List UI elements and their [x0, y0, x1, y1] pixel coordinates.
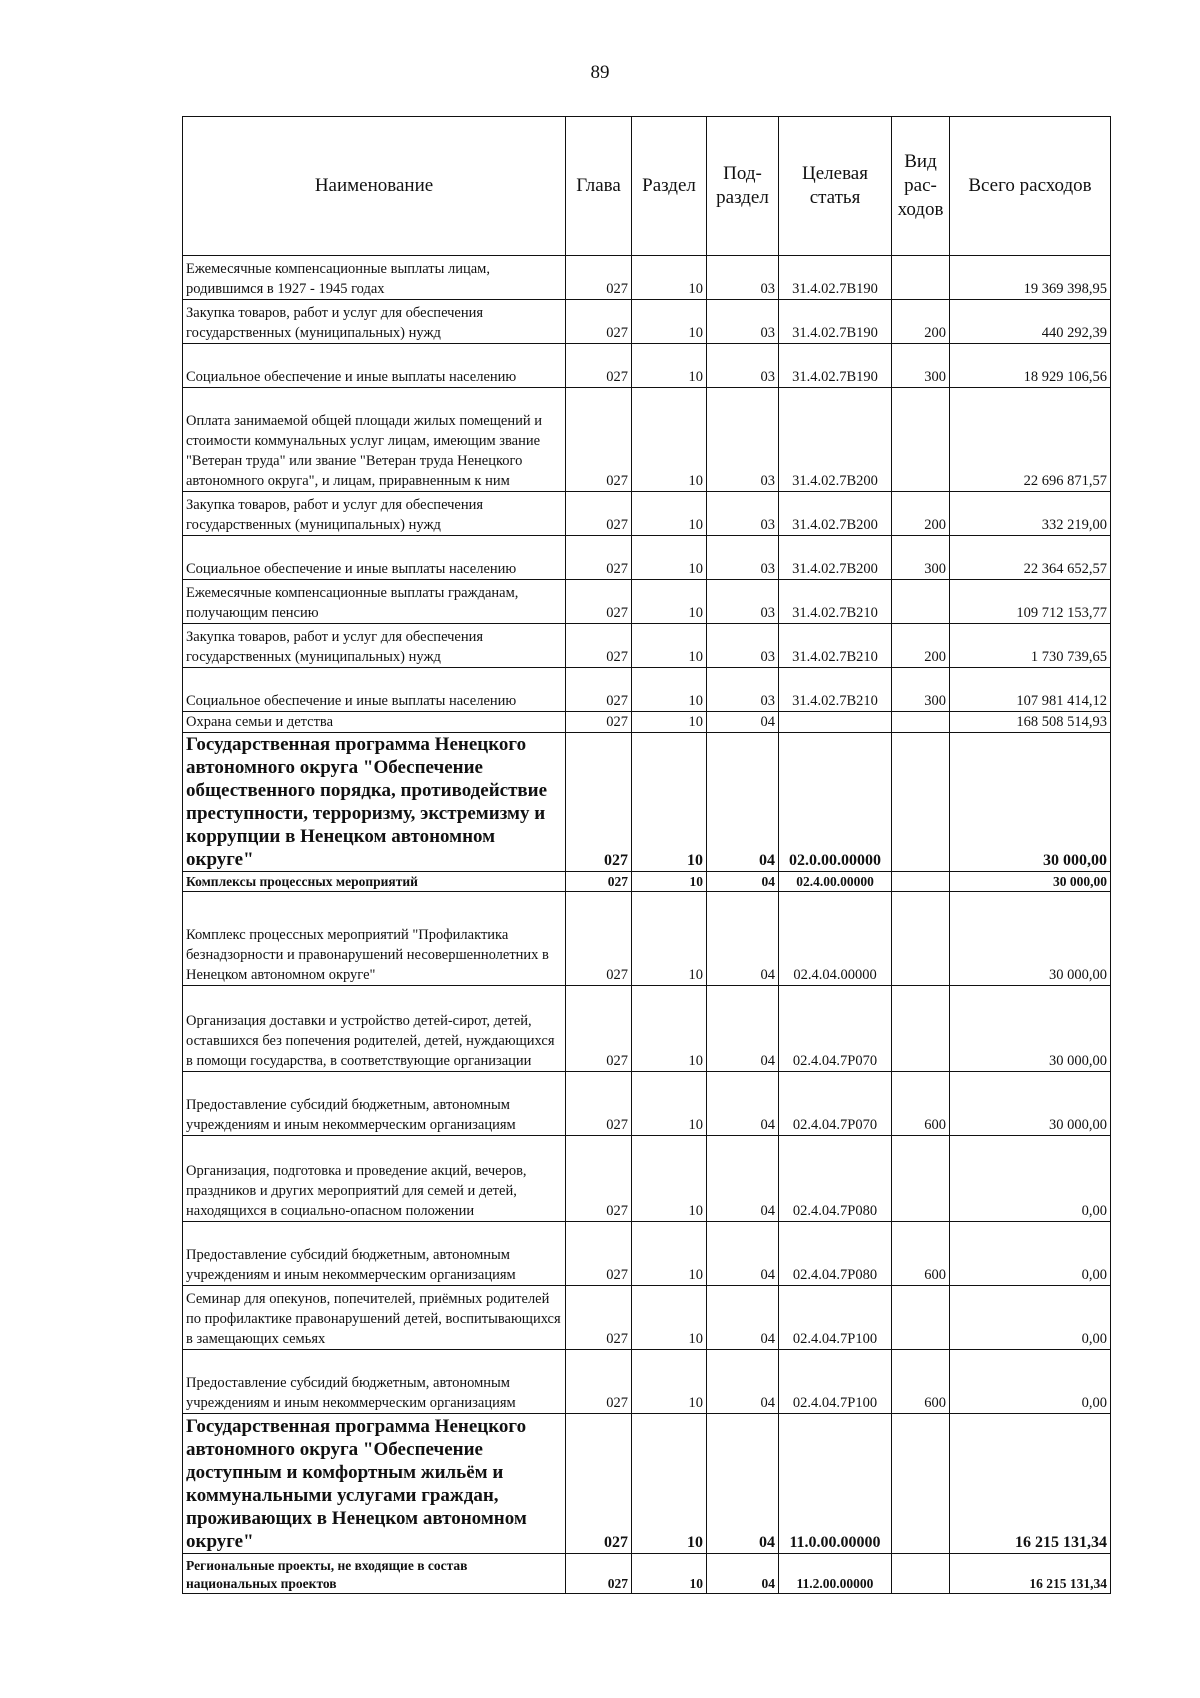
row-razdel: 10	[632, 256, 707, 300]
row-vid-rashodov: 300	[892, 668, 950, 712]
row-glava: 027	[566, 256, 632, 300]
row-celevaya-statya: 31.4.02.7В200	[779, 388, 892, 492]
row-vid-rashodov: 600	[892, 1222, 950, 1286]
row-razdel: 10	[632, 872, 707, 892]
row-name: Региональные проекты, не входящие в состав национальных проектов	[183, 1554, 566, 1594]
row-celevaya-statya: 02.4.04.7Р080	[779, 1222, 892, 1286]
row-name: Оплата занимаемой общей площади жилых помещений и стоимости коммунальных услуг лицам, имеющим звание "Ветеран труда" или звание "Ветеран труда Ненецкого автономного округа", и лицам, приравненным к ним	[183, 388, 566, 492]
row-razdel: 10	[632, 1222, 707, 1286]
header-row	[183, 117, 1111, 256]
table-row	[183, 536, 1111, 580]
row-glava: 027	[566, 1072, 632, 1136]
page-number: 89	[590, 62, 610, 83]
table-row	[183, 388, 1111, 492]
row-vid-rashodov	[892, 733, 950, 872]
row-glava: 027	[566, 388, 632, 492]
row-celevaya-statya: 02.4.00.00000	[779, 872, 892, 892]
row-celevaya-statya: 02.4.04.7Р100	[779, 1350, 892, 1414]
row-celevaya-statya: 11.0.00.00000	[779, 1414, 892, 1554]
row-podrazdel: 03	[707, 300, 779, 344]
row-glava: 027	[566, 580, 632, 624]
table-row	[183, 1222, 1111, 1286]
row-total: 30 000,00	[950, 892, 1111, 986]
table-row	[183, 892, 1111, 986]
row-total: 19 369 398,95	[950, 256, 1111, 300]
row-celevaya-statya: 02.4.04.7Р070	[779, 1072, 892, 1136]
row-celevaya-statya: 31.4.02.7В190	[779, 256, 892, 300]
row-podrazdel: 04	[707, 892, 779, 986]
row-total: 22 696 871,57	[950, 388, 1111, 492]
row-glava: 027	[566, 624, 632, 668]
row-celevaya-statya: 02.4.04.7Р100	[779, 1286, 892, 1350]
row-razdel: 10	[632, 733, 707, 872]
row-celevaya-statya: 11.2.00.00000	[779, 1554, 892, 1594]
row-glava: 027	[566, 536, 632, 580]
row-vid-rashodov	[892, 388, 950, 492]
table-row	[183, 492, 1111, 536]
row-vid-rashodov: 300	[892, 536, 950, 580]
table-row	[183, 580, 1111, 624]
row-name: Государственная программа Ненецкого автономного округа "Обеспечение доступным и комфортным жильём и коммунальными услугами граждан, проживающих в Ненецком автономном округе"	[183, 1414, 566, 1554]
row-razdel: 10	[632, 624, 707, 668]
row-podrazdel: 03	[707, 344, 779, 388]
row-vid-rashodov	[892, 712, 950, 733]
row-vid-rashodov: 200	[892, 300, 950, 344]
row-podrazdel: 04	[707, 1136, 779, 1222]
row-razdel: 10	[632, 580, 707, 624]
row-total: 22 364 652,57	[950, 536, 1111, 580]
row-podrazdel: 04	[707, 1350, 779, 1414]
row-razdel: 10	[632, 668, 707, 712]
row-name: Государственная программа Ненецкого автономного округа "Обеспечение общественного порядка, противодействие преступности, терроризму, экстремизму и коррупции в Ненецком автономном округе"	[183, 733, 566, 872]
row-vid-rashodov	[892, 892, 950, 986]
row-total: 107 981 414,12	[950, 668, 1111, 712]
row-name: Ежемесячные компенсационные выплаты гражданам, получающим пенсию	[183, 580, 566, 624]
table-row	[183, 1136, 1111, 1222]
row-podrazdel: 03	[707, 624, 779, 668]
row-glava: 027	[566, 492, 632, 536]
table-row	[183, 624, 1111, 668]
row-glava: 027	[566, 1414, 632, 1554]
row-razdel: 10	[632, 892, 707, 986]
row-total: 0,00	[950, 1350, 1111, 1414]
row-name: Социальное обеспечение и иные выплаты населению	[183, 344, 566, 388]
budget-table	[182, 116, 1111, 1594]
row-total: 16 215 131,34	[950, 1414, 1111, 1554]
row-name: Семинар для опекунов, попечителей, приёмных родителей по профилактике правонарушений детей, воспитывающихся в замещающих семьях	[183, 1286, 566, 1350]
row-podrazdel: 04	[707, 1072, 779, 1136]
table-row	[183, 986, 1111, 1072]
row-name: Комплексы процессных мероприятий	[183, 872, 566, 892]
header-glava: Глава	[566, 117, 632, 256]
table-row	[183, 1350, 1111, 1414]
row-total: 332 219,00	[950, 492, 1111, 536]
row-glava: 027	[566, 1222, 632, 1286]
row-glava: 027	[566, 1136, 632, 1222]
row-glava: 027	[566, 300, 632, 344]
row-razdel: 10	[632, 1286, 707, 1350]
row-glava: 027	[566, 712, 632, 733]
row-podrazdel: 03	[707, 492, 779, 536]
row-glava: 027	[566, 892, 632, 986]
row-name: Предоставление субсидий бюджетным, автономным учреждениям и иным некоммерческим организациям	[183, 1350, 566, 1414]
header-name: Наименование	[183, 117, 566, 256]
row-celevaya-statya: 31.4.02.7В210	[779, 668, 892, 712]
table-row	[183, 1554, 1111, 1594]
row-razdel: 10	[632, 712, 707, 733]
row-celevaya-statya: 31.4.02.7В210	[779, 580, 892, 624]
row-celevaya-statya	[779, 712, 892, 733]
row-name: Ежемесячные компенсационные выплаты лицам, родившимся в 1927 - 1945 годах	[183, 256, 566, 300]
row-celevaya-statya: 31.4.02.7В210	[779, 624, 892, 668]
row-name: Комплекс процессных мероприятий "Профилактика безнадзорности и правонарушений несовершеннолетних в Ненецком автономном округе"	[183, 892, 566, 986]
row-razdel: 10	[632, 344, 707, 388]
table-row	[183, 300, 1111, 344]
row-glava: 027	[566, 986, 632, 1072]
row-glava: 027	[566, 668, 632, 712]
row-celevaya-statya: 02.0.00.00000	[779, 733, 892, 872]
row-vid-rashodov	[892, 986, 950, 1072]
row-glava: 027	[566, 872, 632, 892]
row-razdel: 10	[632, 300, 707, 344]
header-vid-rashodov: Вид рас- ходов	[892, 117, 950, 256]
row-razdel: 10	[632, 536, 707, 580]
row-celevaya-statya: 02.4.04.7Р070	[779, 986, 892, 1072]
row-podrazdel: 04	[707, 1286, 779, 1350]
table-row	[183, 1072, 1111, 1136]
row-vid-rashodov: 300	[892, 344, 950, 388]
row-vid-rashodov: 600	[892, 1072, 950, 1136]
row-glava: 027	[566, 344, 632, 388]
row-total: 30 000,00	[950, 986, 1111, 1072]
row-podrazdel: 03	[707, 536, 779, 580]
row-celevaya-statya: 02.4.04.00000	[779, 892, 892, 986]
row-vid-rashodov	[892, 872, 950, 892]
row-razdel: 10	[632, 1414, 707, 1554]
row-total: 168 508 514,93	[950, 712, 1111, 733]
row-total: 440 292,39	[950, 300, 1111, 344]
table-row	[183, 1286, 1111, 1350]
row-vid-rashodov	[892, 256, 950, 300]
row-total: 0,00	[950, 1136, 1111, 1222]
row-name: Социальное обеспечение и иные выплаты населению	[183, 668, 566, 712]
row-vid-rashodov	[892, 1136, 950, 1222]
row-vid-rashodov	[892, 1286, 950, 1350]
row-total: 18 929 106,56	[950, 344, 1111, 388]
row-name: Предоставление субсидий бюджетным, автономным учреждениям и иным некоммерческим организациям	[183, 1072, 566, 1136]
row-name: Предоставление субсидий бюджетным, автономным учреждениям и иным некоммерческим организациям	[183, 1222, 566, 1286]
header-total: Всего расходов	[950, 117, 1111, 256]
row-celevaya-statya: 31.4.02.7В200	[779, 536, 892, 580]
table-row	[183, 668, 1111, 712]
row-total: 1 730 739,65	[950, 624, 1111, 668]
table-row	[183, 872, 1111, 892]
row-podrazdel: 04	[707, 1222, 779, 1286]
row-total: 30 000,00	[950, 872, 1111, 892]
table-row	[183, 733, 1111, 872]
row-glava: 027	[566, 1554, 632, 1594]
table-row	[183, 256, 1111, 300]
row-total: 0,00	[950, 1286, 1111, 1350]
row-name: Закупка товаров, работ и услуг для обеспечения государственных (муниципальных) нужд	[183, 300, 566, 344]
row-glava: 027	[566, 1350, 632, 1414]
row-total: 109 712 153,77	[950, 580, 1111, 624]
row-razdel: 10	[632, 492, 707, 536]
row-razdel: 10	[632, 986, 707, 1072]
row-razdel: 10	[632, 1554, 707, 1594]
row-celevaya-statya: 31.4.02.7В190	[779, 344, 892, 388]
row-celevaya-statya: 02.4.04.7Р080	[779, 1136, 892, 1222]
row-podrazdel: 04	[707, 712, 779, 733]
table-row	[183, 1414, 1111, 1554]
row-podrazdel: 04	[707, 733, 779, 872]
row-name: Закупка товаров, работ и услуг для обеспечения государственных (муниципальных) нужд	[183, 492, 566, 536]
row-vid-rashodov: 200	[892, 624, 950, 668]
row-name: Социальное обеспечение и иные выплаты населению	[183, 536, 566, 580]
row-celevaya-statya: 31.4.02.7В200	[779, 492, 892, 536]
row-name: Закупка товаров, работ и услуг для обеспечения государственных (муниципальных) нужд	[183, 624, 566, 668]
row-name: Охрана семьи и детства	[183, 712, 566, 733]
row-podrazdel: 03	[707, 256, 779, 300]
row-razdel: 10	[632, 388, 707, 492]
table-row	[183, 344, 1111, 388]
row-podrazdel: 03	[707, 388, 779, 492]
table-row	[183, 712, 1111, 733]
row-name: Организация доставки и устройство детей-сирот, детей, оставшихся без попечения родителей, детей, нуждающихся в помощи государства, в соответствующие организации	[183, 986, 566, 1072]
row-podrazdel: 04	[707, 872, 779, 892]
row-vid-rashodov	[892, 1414, 950, 1554]
row-razdel: 10	[632, 1350, 707, 1414]
row-total: 30 000,00	[950, 1072, 1111, 1136]
header-podrazdel: Под- раздел	[707, 117, 779, 256]
row-name: Организация, подготовка и проведение акций, вечеров, праздников и других мероприятий для семей и детей, находящихся в социально-опасном положении	[183, 1136, 566, 1222]
row-total: 16 215 131,34	[950, 1554, 1111, 1594]
row-vid-rashodov	[892, 1554, 950, 1594]
row-vid-rashodov: 200	[892, 492, 950, 536]
row-total: 30 000,00	[950, 733, 1111, 872]
row-podrazdel: 04	[707, 986, 779, 1072]
header-celevaya-statya: Целевая статья	[779, 117, 892, 256]
row-vid-rashodov: 600	[892, 1350, 950, 1414]
row-glava: 027	[566, 1286, 632, 1350]
row-podrazdel: 03	[707, 668, 779, 712]
row-podrazdel: 04	[707, 1554, 779, 1594]
row-razdel: 10	[632, 1136, 707, 1222]
row-glava: 027	[566, 733, 632, 872]
header-razdel: Раздел	[632, 117, 707, 256]
row-podrazdel: 03	[707, 580, 779, 624]
row-total: 0,00	[950, 1222, 1111, 1286]
row-celevaya-statya: 31.4.02.7В190	[779, 300, 892, 344]
row-razdel: 10	[632, 1072, 707, 1136]
row-vid-rashodov	[892, 580, 950, 624]
row-podrazdel: 04	[707, 1414, 779, 1554]
